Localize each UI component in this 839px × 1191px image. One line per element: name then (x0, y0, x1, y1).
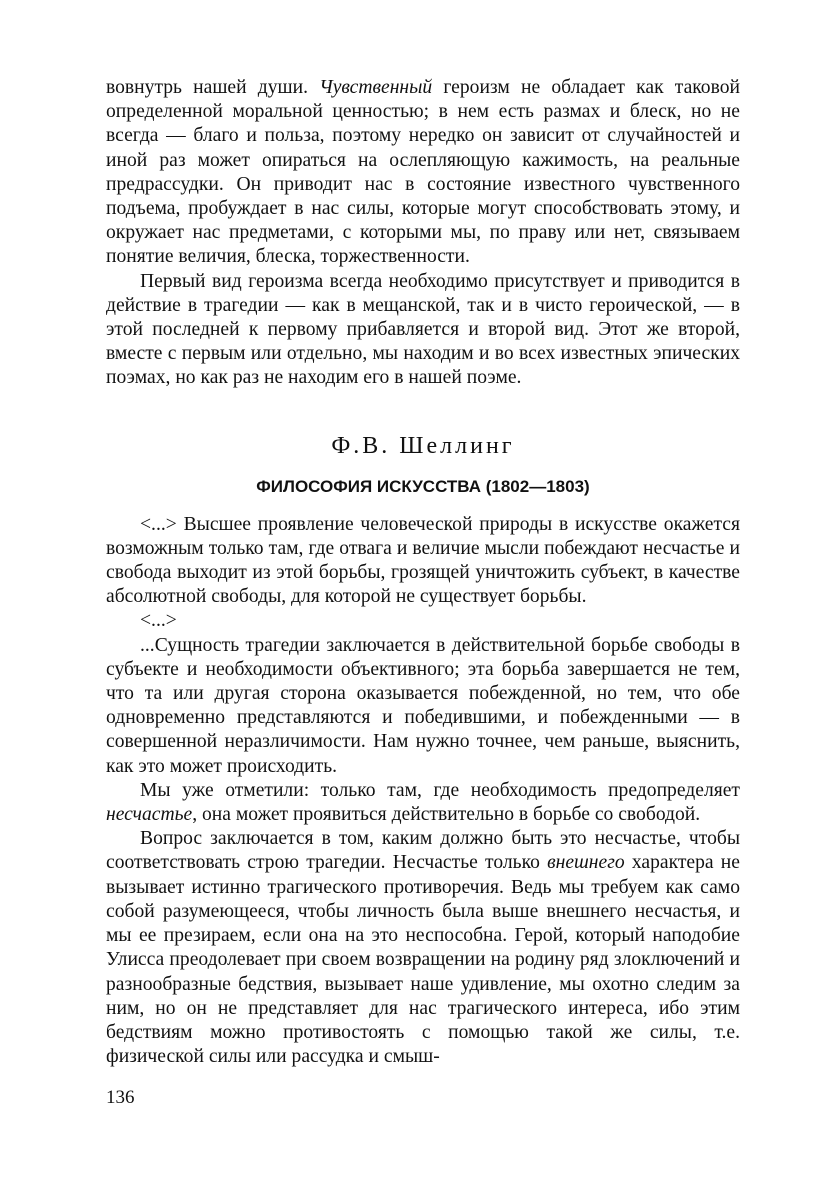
text-span: характера не вызывает истинно трагического противоречия. Ведь мы требуем как само собой разумеющееся, чтобы личность была выше внешнего несчастья, и мы ее презираем, если она на это неспособна. Герой, который наподобие Улисса преодолевает при своем возвращении на родину ряд злоключений и разнообразные бедствия, вызывает наше удивление, мы охотно следим за ним, но он не представляет для нас трагического интереса, ибо этим бедствиям можно противостоять с помощью такой же силы, т.е. физической силы или рассудка и смыш- (106, 852, 740, 1068)
text-span: Вопрос заключается в том, каким должно быть это несчастье, чтобы соответствовать строю трагедии. Несчастье только (106, 828, 740, 874)
author-heading: Ф.В. Шеллинг (331, 432, 515, 459)
page-text (106, 76, 740, 1069)
page-number: 136 (106, 1087, 135, 1108)
text-span: Мы уже отметили: только там, где необходимость предопределяет (140, 779, 740, 801)
text-span: героизм не обладает как таковой определенной моральной ценностью; в нем есть размах и блеск, но не всегда — благо и польза, поэтому нередко он зависит от случайностей и иной раз может опираться на ослепляющую кажимость, на реальные предрассудки. Он приводит нас в состояние известного чувственного подъема, пробуждает в нас силы, которые могут способствовать этому, и окружает нас предметами, с которыми мы, по праву или нет, связываем понятие величия, блеска, торжественности. (106, 77, 740, 268)
italic-term: Чувственный (319, 77, 433, 98)
section-title: ФИЛОСОФИЯ ИСКУССТВА (1802—1803) (256, 476, 590, 496)
paragraph-2: Первый вид героизма всегда необходимо присутствует и приводится в действие в трагедии — как в мещанской, так и в чисто героической, — в этой последней к первому прибавляется и второй вид. Этот же второй, вместе с первым или отдельно, мы находим и во всех известных эпических поэмах, но как раз не находим его в нашей поэме. (106, 270, 740, 389)
italic-term: внешнего (547, 852, 625, 874)
paragraph-1 (106, 76, 740, 270)
paragraph-7 (106, 827, 740, 1069)
italic-term: несчастье (106, 804, 193, 826)
ellipsis-marker: <...> (140, 610, 177, 632)
text-span: вовнутрь нашей души. (106, 77, 320, 98)
paragraph-3: <...> Высшее проявление человеческой природы в искусстве окажется возможным только там, где отвага и величие мысли побеждают несчастье и свобода выходит из этой борьбы, грозящей уничтожить субъект, в качестве абсолютной свободы, для которой не существует борьбы. (106, 513, 740, 608)
text-span: , она может проявиться действительно в борьбе со свободой. (192, 804, 701, 826)
paragraph-5: ...Сущность трагедии заключается в действительной борьбе свободы в субъекте и необходимости объективного; эта борьба завершается не тем, что та или другая сторона оказывается побежденной, но тем, что обе одновременно представляются и победившими, и побежденными — в совершенной неразличимости. Нам нужно точнее, чем раньше, выяснить, как это может происходить. (106, 634, 740, 777)
paragraph-6 (106, 779, 740, 827)
